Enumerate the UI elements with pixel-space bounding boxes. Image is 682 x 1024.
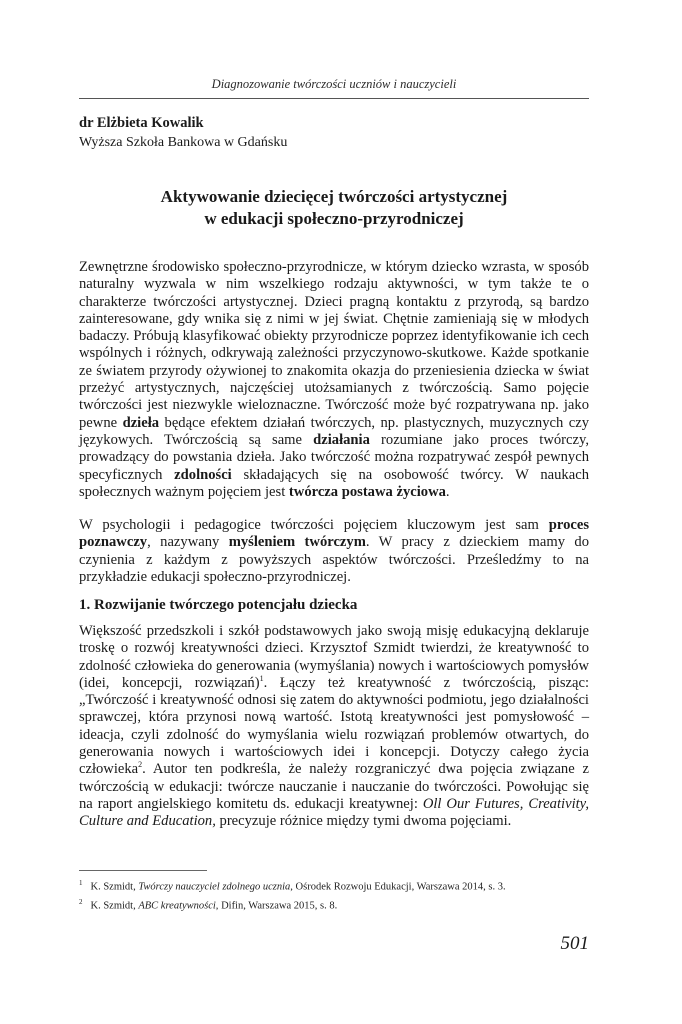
paragraph-3	[79, 623, 589, 831]
footnote-italic: ABC kreatywności,	[138, 900, 219, 912]
footnote-text: Difin, Warszawa 2015, s. 8.	[218, 900, 338, 912]
bold-term: myśleniem twórczym	[228, 534, 366, 551]
text-run: składających się na osobowość twórcy. W naukach społecznych ważnym pojęciem jest	[79, 466, 589, 500]
italic-title: Oll Our Futures, Creativity, Culture and Education,	[79, 795, 589, 830]
footnote-ref[interactable]: 1	[259, 674, 264, 684]
author-affiliation: Wyższa Szkoła Bankowa w Gdańsku	[79, 135, 288, 150]
text-run: .	[445, 483, 450, 500]
text-run: Większość przedszkoli i szkół podstawowych jako swoją misję edukacyjną deklaruje troskę o rozwój kreatywności dzieci. Krzysztof Szmidt twierdzi, że kreatywność to zdolność człowieka do generowania (wymyślania) nowych i wartościowych pomysłów (idei, koncepcji, rozwiązań)	[79, 623, 589, 691]
footnote-text: , Ośrodek Rozwoju Edukacji, Warszawa 2014, s. 3.	[290, 881, 506, 893]
footnote-rule	[79, 870, 207, 871]
paragraph-2	[79, 517, 589, 586]
text-run: , nazywany	[147, 534, 229, 551]
text-run: W psychologii i pedagogice twórczości pojęciem kluczowym jest sam	[79, 517, 549, 533]
bold-term: zdolności	[174, 466, 232, 483]
text-run: będące efektem działań twórczych, np. plastycznych, muzycznych czy językowych. Twórczością są same	[79, 414, 589, 448]
paragraph-1	[79, 259, 589, 501]
footnote-number: 1	[79, 879, 83, 887]
text-run: rozumiane jako proces twórczy, prowadzący do powstania dzieła. Jako twórczość można rozpatrywać zespół pewnych specyficznych	[79, 431, 589, 483]
text-run: precyzuje różnice między tymi dwoma pojęciami.	[215, 813, 512, 830]
text-run: . Autor ten podkreśla, że należy rozgraniczyć dwa pojęcia związane z twórczością w edukacji: twórcze nauczanie i nauczanie do twórczości. Powołując się na raport angielskiego komitetu ds. edukacji kreatywnej:	[79, 761, 589, 812]
footnote-italic: Twórczy nauczyciel zdolnego ucznia	[138, 881, 291, 893]
header-rule	[79, 98, 589, 99]
bold-term: proces poznawczy	[79, 517, 589, 551]
article-title	[79, 186, 589, 230]
footnote-text: K. Szmidt,	[90, 900, 139, 912]
footnote-number: 2	[79, 898, 83, 906]
text-run: . W pracy z dzieckiem mamy do czynienia z każdym z powyższych aspektów twórczości. Prześledźmy to na przykładzie edukacji społeczno-przyrodniczej.	[79, 534, 589, 585]
footnote-text: K. Szmidt,	[90, 881, 139, 893]
bold-term: dzieła	[122, 414, 160, 431]
title-line-2: w edukacji społeczno-przyrodniczej	[204, 209, 464, 228]
title-line-1: Aktywowanie dziecięcej twórczości artystycznej	[160, 187, 508, 206]
footnote-2	[79, 898, 337, 912]
page-number: 501	[560, 933, 589, 954]
bold-term: twórcza postawa życiowa	[288, 483, 446, 500]
bold-term: działania	[313, 431, 370, 448]
footnote-ref[interactable]: 2	[138, 760, 143, 770]
running-head: Diagnozowanie twórczości uczniów i nauczycieli	[211, 77, 457, 91]
page	[79, 0, 589, 1024]
section-heading: 1. Rozwijanie twórczego potencjału dziecka	[79, 597, 358, 613]
author-name: dr Elżbieta Kowalik	[79, 115, 204, 131]
text-run: . Łączy też kreatywność z twórczością, pisząc: „Twórczość i kreatywność odnosi się zatem do aktywności podmiotu, jego działalności sprawczej, która przynosi nową wartość. Istotą kreatywności jest pomysłowość – ideacja, czyli zdolność do wymyślania wielu rozwiązań problemów otwartych, do generowania nowych i wartościowych idei i koncepcji. Dotyczy całego życia człowieka	[79, 674, 589, 778]
footnote-1	[79, 879, 506, 893]
text-run: Zewnętrzne środowisko społeczno-przyrodnicze, w którym dziecko wzrasta, w sposób naturalny wyzwala w nim wszelkiego rodzaju aktywności, w tym także te o charakterze twórczości artystycznej. Dzieci pragną kontaktu z przyrodą, są bardzo zainteresowane, gdy wnika się z nimi w jej świat. Chętnie zamieniają się w młodych badaczy. Próbują klasyfikować obiekty przyrodnicze poprzez identyfikowanie ich cech wspólnych i różnych, odkrywają zależności przyczynowo-skutkowe. Każde spotkanie ze światem przyrody ożywionej to znakomita okazja do przeniesienia dziecka w świat przeżyć artystycznych, najczęściej utożsamianych z twórczością. Samo pojęcie twórczości jest niezwykle wieloznaczne. Twórczość może być rozpatrywana np. jako pewne	[79, 259, 589, 431]
